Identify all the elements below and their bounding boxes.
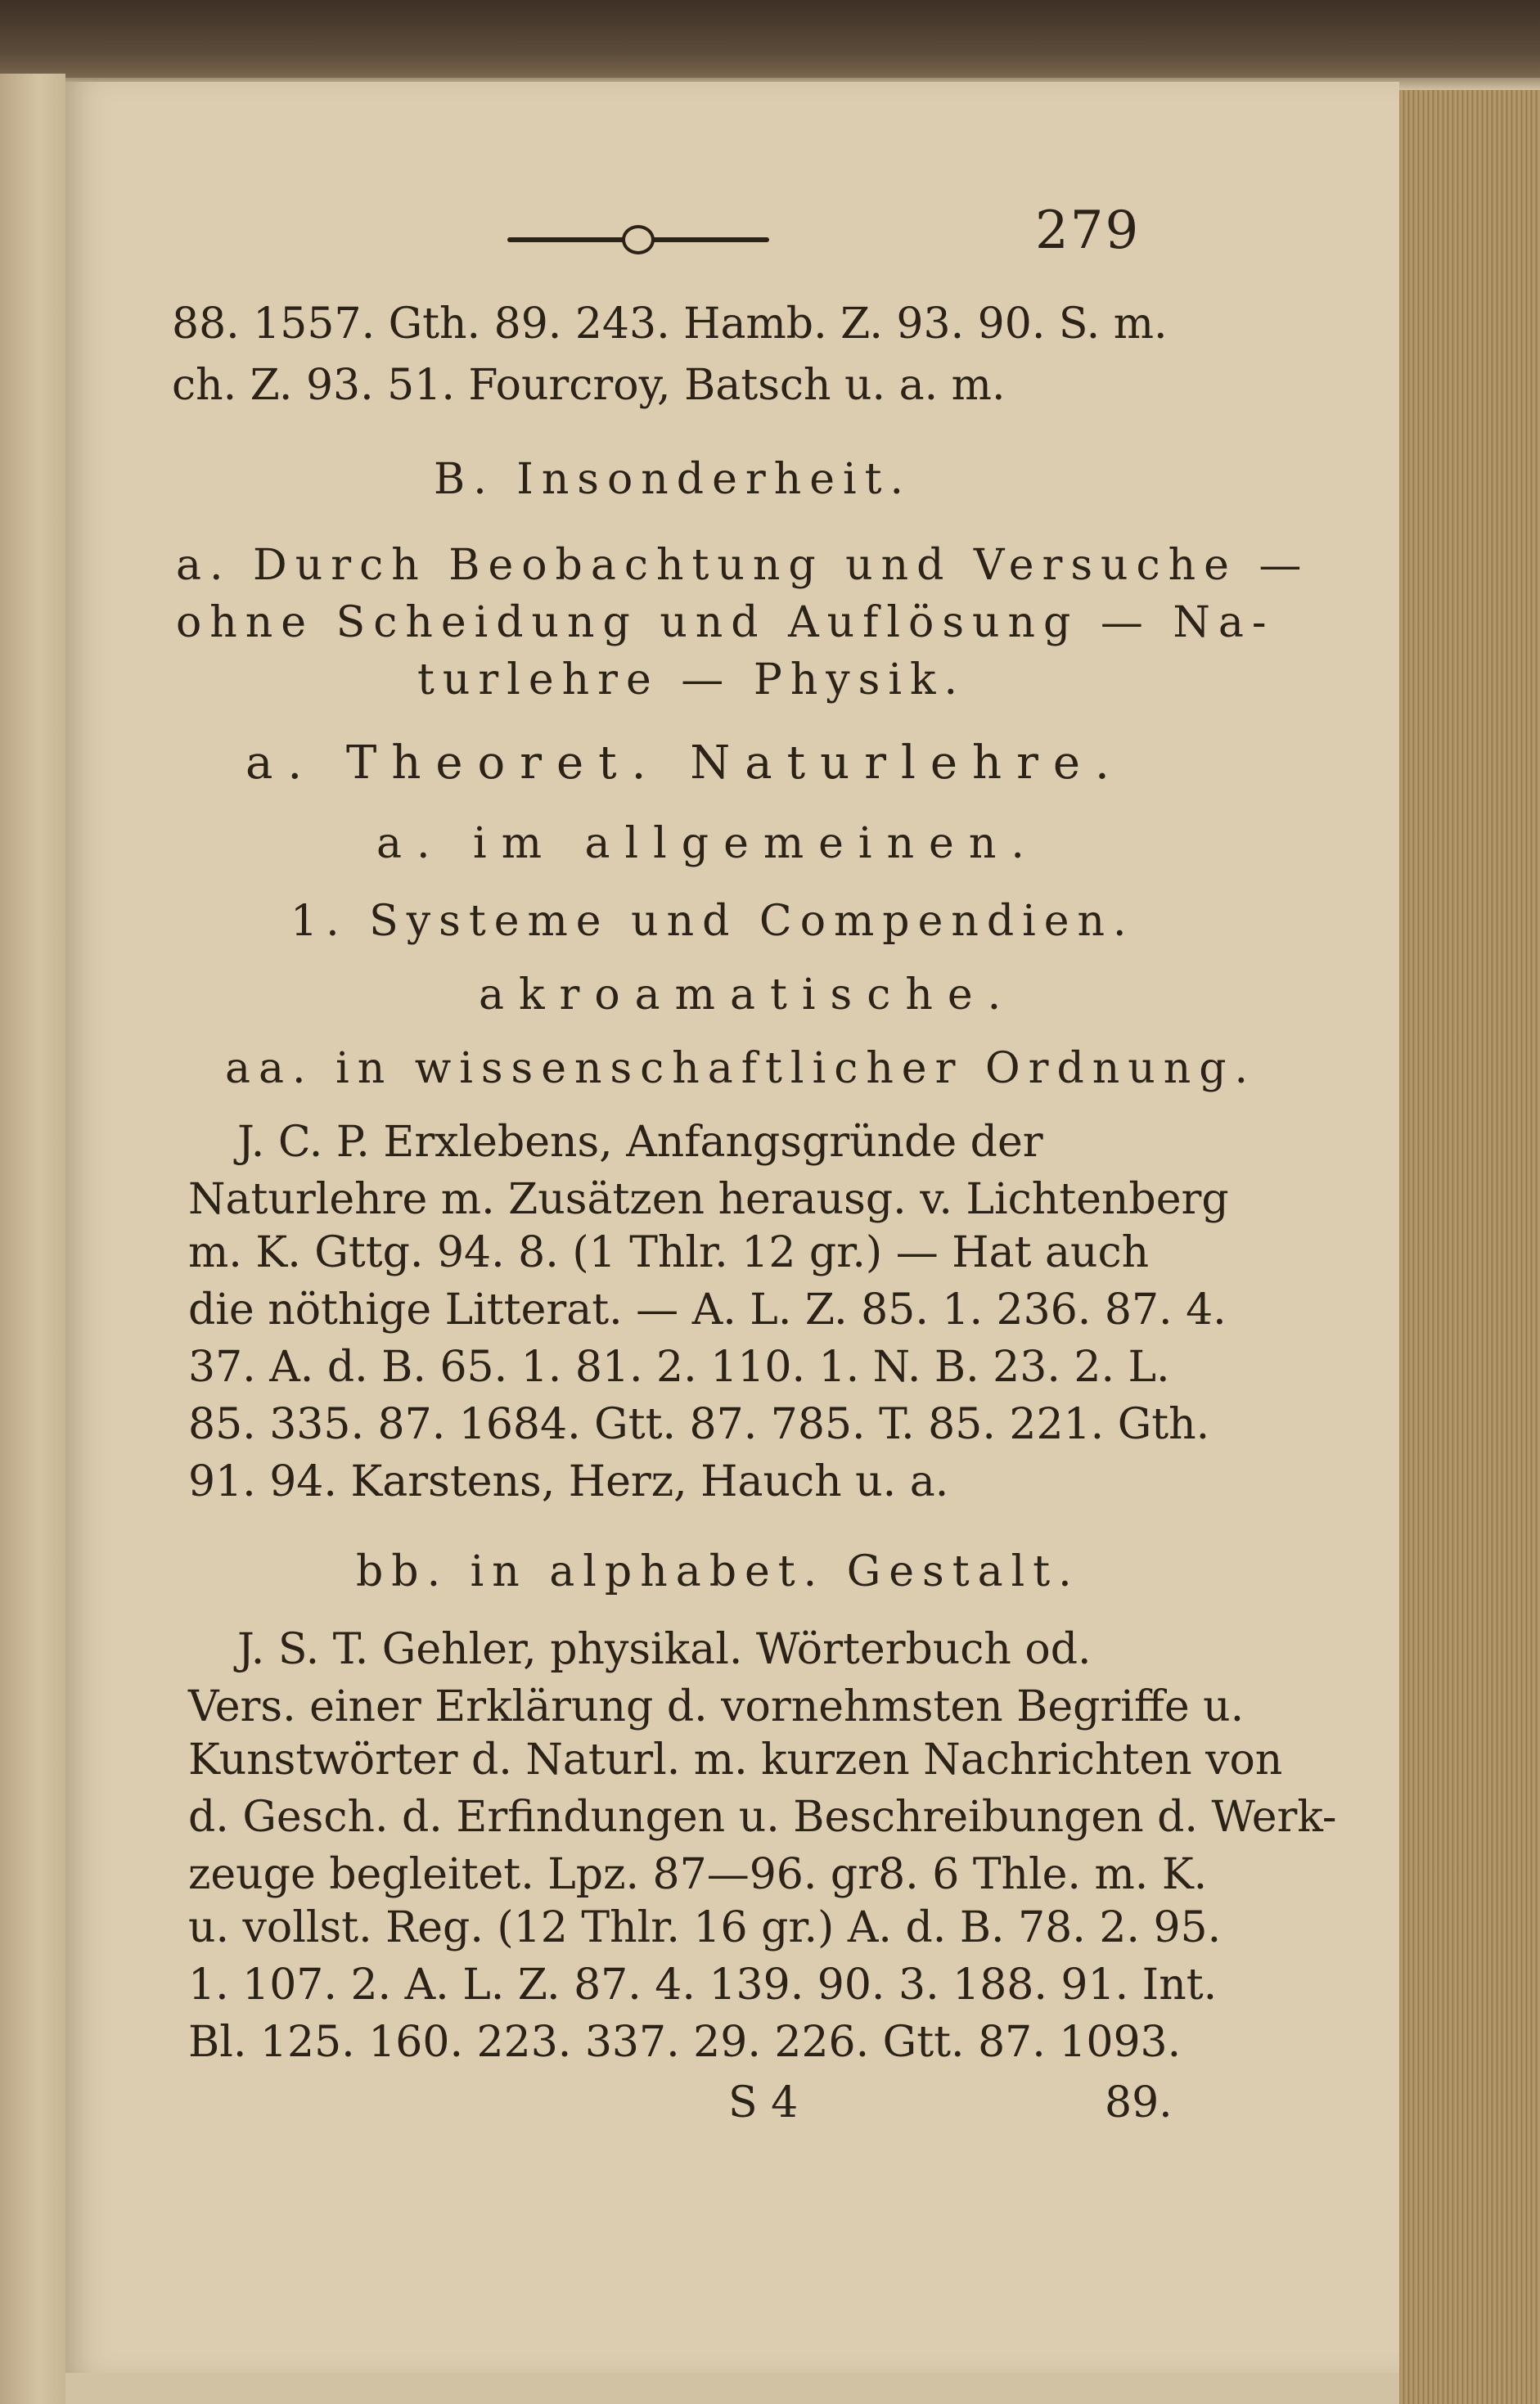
text-line: die nöthige Litterat. — A. L. Z. 85. 1. 236. 87. 4. [188,1285,1227,1335]
subsection-heading: a. Theoret. Naturlehre. [245,736,1124,790]
text-line: m. K. Gttg. 94. 8. (1 Thlr. 12 gr.) — Hat auch [188,1228,1150,1277]
page-block-edge [1399,90,1540,2404]
text-line: 37. A. d. B. 65. 1. 81. 2. 110. 1. N. B. 23. 2. L. [188,1343,1170,1392]
text-line: Bl. 125. 160. 223. 337. 29. 226. Gtt. 87. 1093. [188,2018,1182,2067]
text-line: 88. 1557. Gth. 89. 243. Hamb. Z. 93. 90. S. m. [172,299,1168,349]
subsection-heading: 1. Systeme und Compendien. [290,897,1135,946]
text-line: J. C. P. Erxlebens, Anfangsgründe der [237,1118,1043,1167]
subsection-heading: aa. in wissenschaftlicher Ordnung. [225,1044,1257,1093]
text-line: d. Gesch. d. Erfindungen u. Beschreibungen d. Werk- [188,1793,1337,1842]
text-line: 91. 94. Karstens, Herz, Hauch u. a. [188,1457,949,1506]
signature-mark: S 4 [728,2078,799,2127]
text-line: Naturlehre m. Zusätzen herausg. v. Lichtenberg [188,1175,1229,1224]
text-line: ch. Z. 93. 51. Fourcroy, Batsch u. a. m. [172,361,1006,410]
book-spine-top [0,0,1540,78]
text-line: u. vollst. Reg. (12 Thlr. 16 gr.) A. d. B. 78. 2. 95. [188,1903,1222,1952]
subsection-heading: a. im allgemeinen. [376,819,1039,868]
text-line: 1. 107. 2. A. L. Z. 87. 4. 139. 90. 3. 188. 91. Int. [188,1961,1218,2010]
text-line: zeuge begleitet. Lpz. 87—96. gr8. 6 Thle. m. K. [188,1850,1208,1899]
text-line: a. Durch Beobachtung und Versuche — [176,541,1310,590]
page-number: 279 [1035,200,1141,261]
text-line: turlehre — Physik. [417,655,966,705]
text-line: Vers. einer Erklärung d. vornehmsten Begriffe u. [188,1682,1245,1731]
text-line: Kunstwörter d. Naturl. m. kurzen Nachrichten von [188,1735,1283,1785]
header-ornament-knot [622,225,655,254]
section-heading: B. Insonderheit. [434,455,912,504]
facing-page-edge [0,74,65,2404]
text-line: 85. 335. 87. 1684. Gtt. 87. 785. T. 85. 221. Gth. [188,1400,1210,1449]
text-line: J. S. T. Gehler, physikal. Wörterbuch od. [237,1625,1092,1674]
subsection-heading: bb. in alphabet. Gestalt. [356,1547,1080,1596]
text-line: ohne Scheidung und Auflösung — Na- [176,598,1275,647]
subsection-heading: akroamatische. [479,970,1016,1020]
catchword: 89. [1105,2078,1173,2127]
